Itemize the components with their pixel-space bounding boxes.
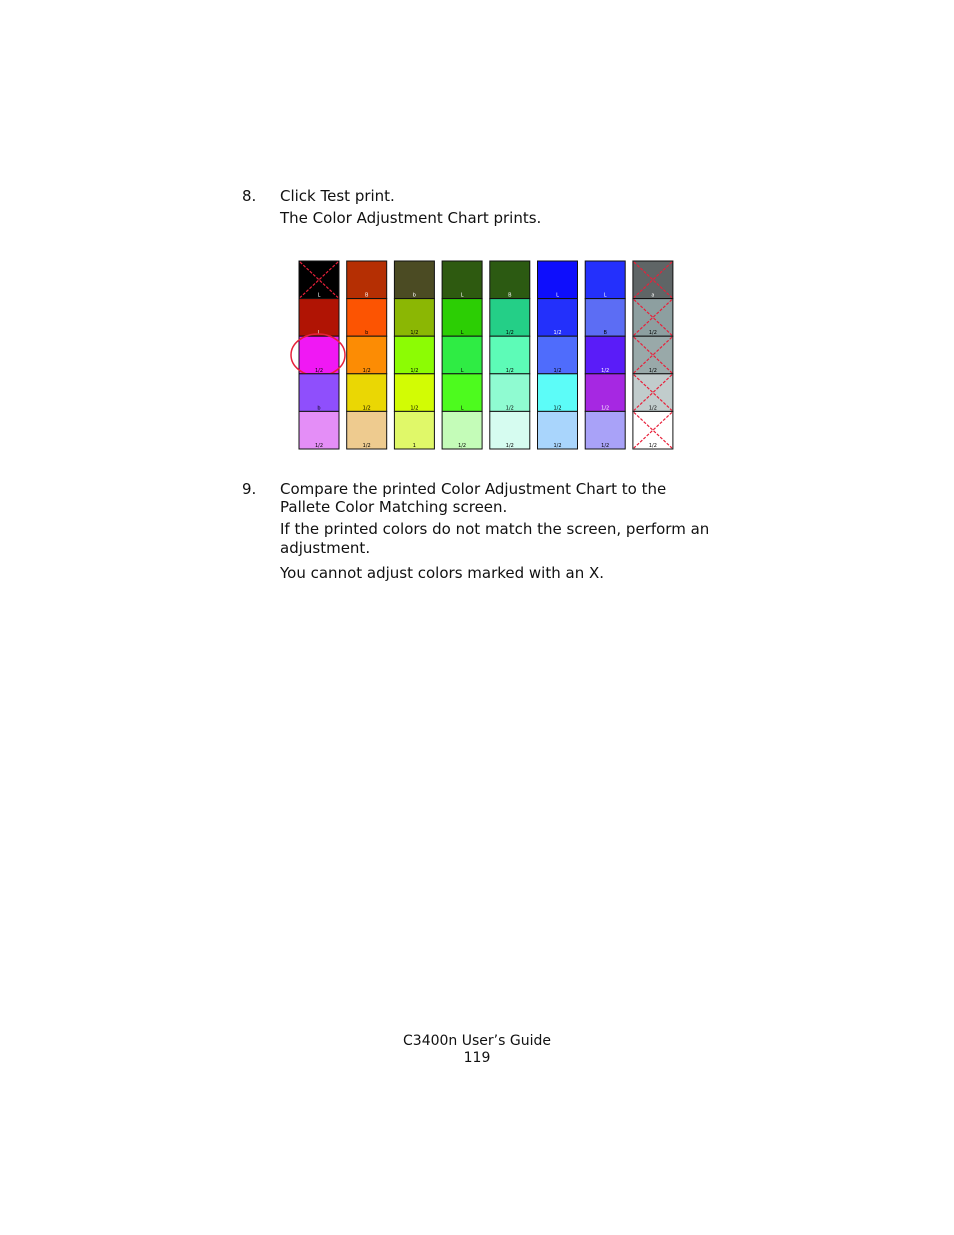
chart-column xyxy=(291,261,345,449)
swatch-label: 1/2 xyxy=(648,443,657,449)
swatch-label: 1/2 xyxy=(553,405,562,412)
swatch-label: 1/2 xyxy=(505,367,514,374)
swatch-label: 1 xyxy=(412,443,416,449)
swatch-label: b xyxy=(365,330,369,337)
step-note-2: You cannot adjust colors marked with an X. xyxy=(280,564,605,582)
swatch-label: 1/2 xyxy=(458,443,467,449)
swatch-label: B xyxy=(508,292,512,299)
swatch-label: 1/2 xyxy=(362,367,371,374)
swatch-label: 1/2 xyxy=(553,443,562,449)
step-note-line-1: If the printed colors do not match the screen, perform an xyxy=(280,520,710,538)
swatch-label: 1/2 xyxy=(648,367,657,374)
page-number: 119 xyxy=(463,1050,491,1066)
chart-column xyxy=(633,261,673,449)
swatch-label: 1/2 xyxy=(505,443,514,449)
step-instruction: Click Test print. xyxy=(280,187,395,205)
swatch-label: 1/2 xyxy=(362,405,371,412)
swatch-label: 1/2 xyxy=(648,405,657,412)
step-number: 9. xyxy=(242,480,257,498)
step-instruction-line-2: Pallete Color Matching screen. xyxy=(280,498,508,516)
swatch-label: 1/2 xyxy=(410,367,419,374)
step-instruction-line-1: Compare the printed Color Adjustment Chart to the xyxy=(280,480,667,498)
swatch-label: 1/2 xyxy=(601,405,610,412)
swatch-label: L xyxy=(460,292,464,299)
step-number: 8. xyxy=(242,187,257,205)
chart-column xyxy=(490,261,530,449)
swatch-label: 1/2 xyxy=(314,367,324,374)
swatch-label: 1/2 xyxy=(410,330,419,337)
swatch-label: 1/2 xyxy=(648,330,657,337)
chart-column xyxy=(538,261,578,449)
swatch-label: 1/2 xyxy=(410,405,419,412)
swatch-label: 1/2 xyxy=(505,330,514,337)
swatch-label: 1/2 xyxy=(314,443,324,449)
chart-column xyxy=(442,261,482,449)
swatch-label: 1/2 xyxy=(601,367,610,374)
swatch-label: 1/2 xyxy=(553,330,562,337)
footer-title: C3400n User’s Guide xyxy=(403,1033,551,1049)
swatch-label: 1/2 xyxy=(505,405,514,412)
swatch-label: L xyxy=(460,405,464,412)
chart-column xyxy=(585,261,625,449)
step-result: The Color Adjustment Chart prints. xyxy=(280,209,542,227)
swatch-label: B xyxy=(603,330,607,337)
swatch-label: 1/2 xyxy=(362,443,371,449)
step-note-line-2: adjustment. xyxy=(280,539,371,557)
swatch-label: L xyxy=(317,330,321,337)
swatch-label: a xyxy=(651,292,655,299)
color-adjustment-chart xyxy=(290,258,680,454)
swatch-label: B xyxy=(364,292,369,299)
swatch-label: L xyxy=(603,292,607,299)
swatch-label: b xyxy=(412,292,416,299)
swatch-label: 1/2 xyxy=(601,443,610,449)
swatch-label: L xyxy=(460,330,464,337)
swatch-label: L xyxy=(317,292,321,299)
chart-column xyxy=(347,261,387,449)
chart-column xyxy=(394,261,434,449)
swatch-label: L xyxy=(556,292,559,299)
swatch-label: L xyxy=(460,367,464,374)
swatch-label: b xyxy=(317,405,321,412)
swatch-label: 1/2 xyxy=(553,367,562,374)
